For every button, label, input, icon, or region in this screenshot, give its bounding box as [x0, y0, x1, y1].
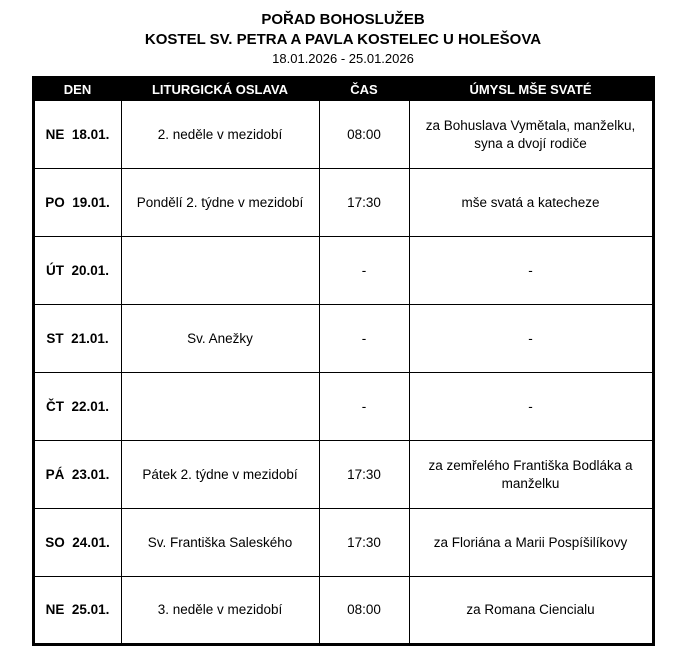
liturgy-cell — [121, 237, 319, 305]
time-cell: - — [319, 373, 409, 441]
day-cell: PÁ 23.01. — [33, 441, 121, 509]
day-cell: PO 19.01. — [33, 169, 121, 237]
intention-cell: za Bohuslava Vymětala, manželku, syna a dvojí rodiče — [409, 101, 653, 169]
time-cell: 08:00 — [319, 101, 409, 169]
table-row — [33, 237, 653, 305]
table-row — [33, 101, 653, 169]
table-row — [33, 169, 653, 237]
liturgy-cell — [121, 373, 319, 441]
liturgy-cell: 3. neděle v mezidobí — [121, 577, 319, 645]
time-cell: 17:30 — [319, 509, 409, 577]
intention-cell: - — [409, 237, 653, 305]
day-cell: ST 21.01. — [33, 305, 121, 373]
intention-cell: mše svatá a katecheze — [409, 169, 653, 237]
day-cell: NE 25.01. — [33, 577, 121, 645]
column-header-den: DEN — [33, 78, 121, 101]
intention-cell: za Romana Ciencialu — [409, 577, 653, 645]
time-cell: - — [319, 305, 409, 373]
column-header-liturgicka-oslava: LITURGICKÁ OSLAVA — [121, 78, 319, 101]
table-row — [33, 577, 653, 645]
intention-cell: za Floriána a Marii Pospíšilíkovy — [409, 509, 653, 577]
liturgy-cell: Pondělí 2. týdne v mezidobí — [121, 169, 319, 237]
column-header-cas: ČAS — [319, 78, 409, 101]
time-cell: - — [319, 237, 409, 305]
liturgy-cell: 2. neděle v mezidobí — [121, 101, 319, 169]
page-title: POŘAD BOHOSLUŽEB — [261, 11, 425, 28]
day-cell: ČT 22.01. — [33, 373, 121, 441]
table-row — [33, 441, 653, 509]
intention-cell: za zemřelého Františka Bodláka a manželku — [409, 441, 653, 509]
time-cell: 08:00 — [319, 577, 409, 645]
table-header-row — [33, 78, 653, 101]
intention-cell: - — [409, 373, 653, 441]
table-row — [33, 305, 653, 373]
table-row — [33, 509, 653, 577]
date-range: 18.01.2026 - 25.01.2026 — [272, 51, 414, 66]
schedule-table — [32, 76, 655, 646]
table-row — [33, 373, 653, 441]
liturgy-cell: Pátek 2. týdne v mezidobí — [121, 441, 319, 509]
day-cell: ÚT 20.01. — [33, 237, 121, 305]
intention-cell: - — [409, 305, 653, 373]
column-header-umysl-mse-svate: ÚMYSL MŠE SVATÉ — [409, 78, 653, 101]
day-cell: NE 18.01. — [33, 101, 121, 169]
time-cell: 17:30 — [319, 169, 409, 237]
liturgy-cell: Sv. Františka Saleského — [121, 509, 319, 577]
time-cell: 17:30 — [319, 441, 409, 509]
page-subtitle: KOSTEL SV. PETRA A PAVLA KOSTELEC U HOLEŠOVA — [144, 31, 542, 48]
day-cell: SO 24.01. — [33, 509, 121, 577]
liturgy-cell: Sv. Anežky — [121, 305, 319, 373]
